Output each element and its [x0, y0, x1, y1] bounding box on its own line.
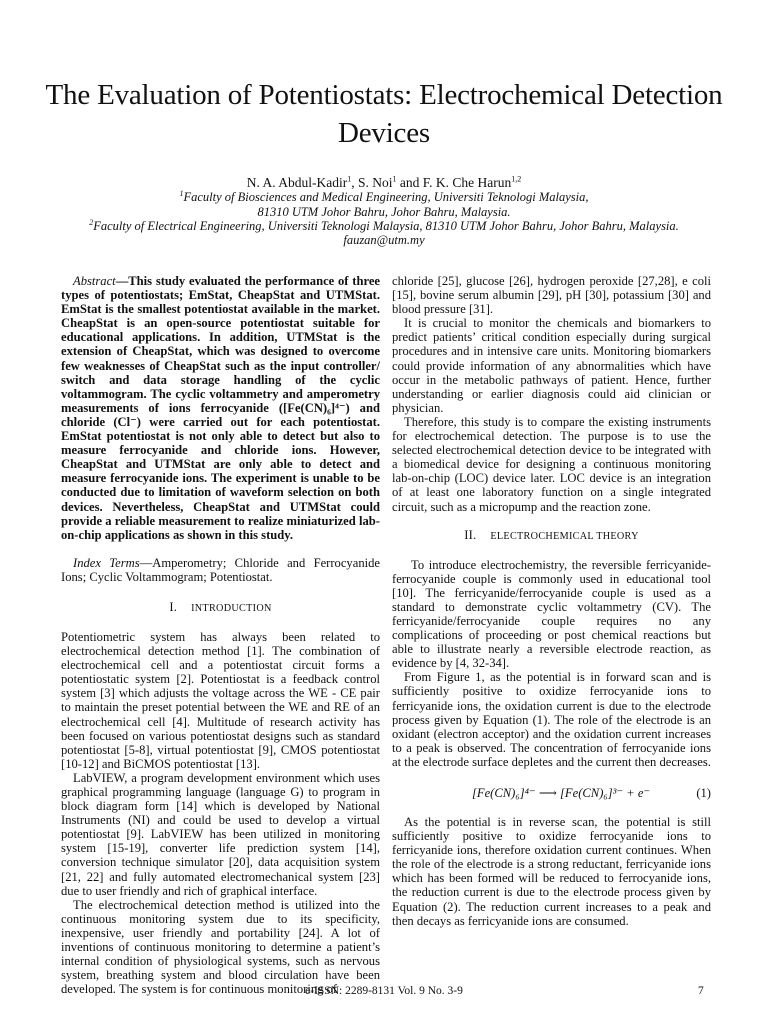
author-name: F. K. Che Harun: [422, 175, 512, 190]
paragraph: It is crucial to monitor the chemicals and biomarkers to predict patients’ critical condition especially during surgical procedures and in intensive care units. Monitoring biomarkers could provide information of any abnormalities which have occur in the metabolic pathways of patient. Hence, further understanding or earlier diagnosis could aid clinician or physician.: [392, 316, 711, 415]
index-terms-body: Amperometry; Chloride and Ferrocyanide Ions; Cyclic Voltammogram; Potentiostat.: [61, 555, 381, 584]
page-number: 7: [698, 985, 704, 997]
paragraph: From Figure 1, as the potential is in forward scan and is sufficiently positive to oxidize ferrocyanide ions to ferricyanide ions, the oxidation current is due to the electrode process given by Equation (1). The role of the electrode is an oxidant (electron acceptor) and the oxidation current increases to a peak is observed. The concentration of ferrocyanide ions at the electrode surface depletes and the current then decreases.: [392, 670, 711, 769]
equation-1: [392, 783, 711, 803]
section-title: INTRODUCTION: [191, 602, 272, 614]
affiliation-text: 81310 UTM Johor Bahru, Johor Bahru, Malaysia.: [257, 205, 511, 219]
paragraph: As the potential is in reverse scan, the potential is still sufficiently positive to oxidize ferrocyanide ions to ferricyanide ions, therefore oxidation current continues. When the role of the electrode is a strong reductant, ferricyanide ions which has been formed will be reduced to ferrocyanide ions, the reduction current is due to the electrode process given by Equation (2). The reduction current increases to a peak and then decays as ferricyanide ions are consumed.: [392, 815, 711, 928]
section-title: ELECTROCHEMICAL THEORY: [490, 530, 639, 542]
left-column: [61, 274, 380, 996]
section-heading-electrochemical-theory: [392, 528, 711, 544]
paragraph: Therefore, this study is to compare the existing instruments for electrochemical detection. The purpose is to use the selected electrochemical detection device to be integrated with a biomedical device for designing a continuous monitoring lab-on-chip (LOC) device later. LOC device is an integration of at least one laboratory function on a single integrated circuit, such as a micropump and the reaction zone.: [392, 414, 711, 514]
affiliation-text: Faculty of Biosciences and Medical Engineering, Universiti Teknologi Malaysia,: [183, 190, 589, 204]
abstract-body: This study evaluated the performance of three types of potentiostats; EmStat, CheapStat and UTMStat. EmStat is the smallest potentiostat available in the market. CheapStat is an open-source potentiostat suitable for educational applications. In addition, UTMStat is the extension of CheapStat, which was designed to overcome few weaknesses of CheapStat such as the input controller/ switch and data storage handling of the cyclic voltammogram. The cyclic voltammetry and amperometry measurements of ions ferrocyanide ([Fe(CN)₆]⁴⁻) and chloride (Cl⁻) were carried out for each potentiostat. EmStat potentiostat is not only able to detect but also to measure ferrocyanide and chloride ions. However, CheapStat and UTMStat are only able to detect and measure ferrocyanide ions. The experiment is unable to be conducted due to limitation of waveform selection on both devices. Nevertheless, CheapStat and UTMStat could provide a reliable measurement to realize miniaturized lab-on-chip applications as shown in this study.: [61, 274, 380, 542]
author-separator: ,: [351, 175, 358, 190]
author-affiliation-mark: 1,2: [511, 174, 522, 184]
section-number: I.: [169, 599, 178, 614]
abstract-label: Abstract: [73, 274, 116, 288]
paper-title: The Evaluation of Potentiostats: Electrochemical Detection Devices: [45, 79, 723, 149]
index-terms-label: Index Terms: [73, 555, 140, 570]
affiliation-mark: 1: [179, 188, 184, 198]
index-terms: [61, 556, 380, 584]
author-name: S. Noi: [357, 175, 393, 190]
author-name: N. A. Abdul-Kadir: [246, 175, 348, 190]
paragraph: To introduce electrochemistry, the reversible ferricyanide-ferrocyanide couple is commonly used in educational tool [10]. The ferricyanide/ferrocyanide couple is used as a standard to demonstrate cyclic voltammetry (CV). The ferricyanide/ferrocyanide couple requires no any complications of proceeding or post chemical reactions but able to illustrate nearly a reversible electrode reaction, as evidence by [4, 32-34].: [392, 557, 711, 671]
equation-expression: [Fe(CN)₆]⁴⁻ ⟶ [Fe(CN)₆]³⁻ + e⁻: [472, 786, 651, 800]
equation-number: (1): [696, 786, 711, 800]
abstract-dash: —: [115, 274, 129, 288]
affiliation-line: [20, 205, 748, 220]
email-line: [20, 233, 748, 248]
author-list: [0, 174, 768, 191]
author-email: fauzan@utm.my: [343, 233, 425, 247]
author-affiliation-mark: 1: [392, 174, 397, 184]
affiliation-line: [20, 190, 748, 205]
abstract: [61, 274, 380, 542]
paragraph: LabVIEW, a program development environment which uses graphical programming language (language G) to program in block diagram form [14] which is developed by National Instruments (NI) and could be used to develop a virtual potentiostat [9]. LabVIEW has been utilized in monitoring system [15-19], converter life prediction system [14], conversion technique simulator [20], data acquisition system [21, 22] and fully automated electromechanical system [23] due to user friendly and rich of graphical interface.: [61, 770, 380, 898]
section-heading-introduction: [61, 600, 380, 616]
journal-issn: e-ISSN: 2289-8131 Vol. 9 No. 3-9: [305, 985, 463, 997]
paragraph: The electrochemical detection method is utilized into the continuous monitoring system due to its specificity, inexpensive, user friendly and portability [24]. A lot of inventions of continuous monitoring to determine a patient’s internal condition of physiological systems, such as nervous system, breathing system and blood circulation have been developed. The system is for continuous monitoring of: [61, 897, 380, 997]
author-affiliation-mark: 1: [347, 174, 352, 184]
paragraph: Potentiometric system has always been related to electrochemical detection method [1]. The combination of electrochemical cell and a potentiostat circuit forms a potentiostatic system [2]. Potentiostat is a feedback control system [3] which adjusts the voltage across the WE - CE pair to maintain the preset potential between the WE and RE of an electrochemical cell [4]. Multitude of research activity has been focused on various potentiostat designs such as standard potentiostat [5-8], virtual potentiostat [9], CMOS potentiostat [10-12] and BiCMOS potentiostat [13].: [61, 629, 380, 771]
right-column: [392, 274, 711, 928]
paragraph: chloride [25], glucose [26], hydrogen peroxide [27,28], e coli [15], bovine serum albumin [29], pH [30], potassium [30] and blood pressure [31].: [392, 274, 711, 317]
affiliation-mark: 2: [89, 217, 94, 227]
author-separator: and: [396, 175, 423, 190]
index-terms-dash: —: [139, 555, 153, 570]
affiliation-text: Faculty of Electrical Engineering, Universiti Teknologi Malaysia, 81310 UTM Johor Bahru, Johor Bahru, Malaysia.: [93, 219, 679, 233]
affiliation-line: [20, 219, 748, 234]
section-number: II.: [464, 527, 477, 542]
